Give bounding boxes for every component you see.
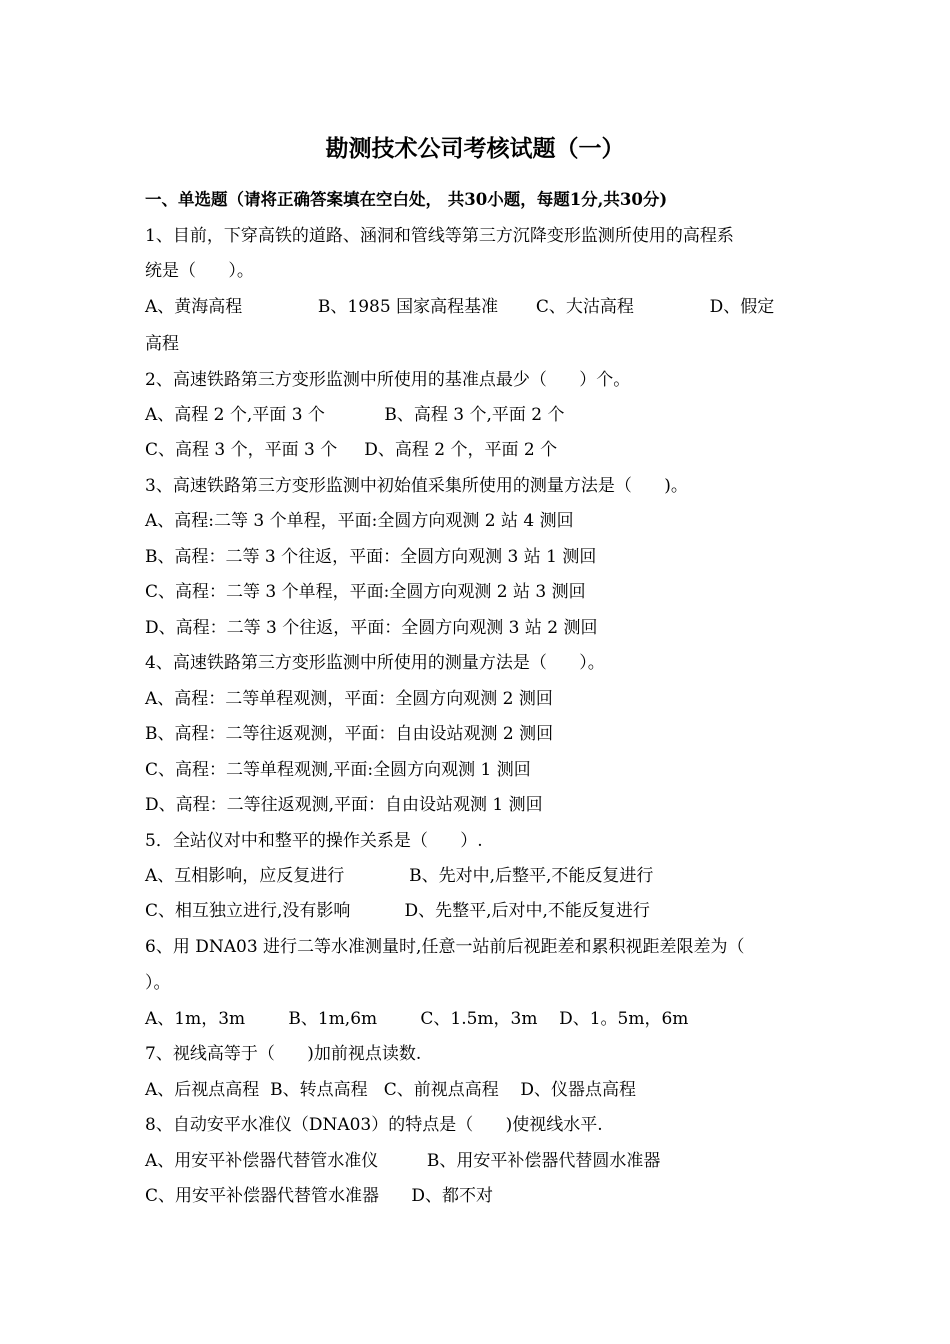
question-7-options: A、后视点高程 B、转点高程 C、前视点高程 D、仪器点高程	[145, 1080, 637, 1100]
question-1-text: 1、目前，下穿高铁的道路、涵洞和管线等第三方沉降变形监测所使用的高程系	[145, 226, 734, 246]
question-3-option-d: D、高程：二等 3 个往返，平面：全圆方向观测 3 站 2 测回	[145, 618, 598, 638]
question-3-text: 3、高速铁路第三方变形监测中初始值采集所使用的测量方法是（ )。	[145, 476, 688, 496]
question-3-option-c: C、高程：二等 3 个单程，平面:全圆方向观测 2 站 3 测回	[145, 582, 586, 602]
question-4-option-b: B、高程：二等往返观测，平面：自由设站观测 2 测回	[145, 724, 554, 744]
question-2-text: 2、高速铁路第三方变形监测中所使用的基准点最少（ ）个。	[145, 370, 631, 390]
section-header: 一、单选题（请将正确答案填在空白处， 共30小题，每题1分,共30分)	[145, 190, 668, 209]
question-1-text-cont: 统是（ ）。	[145, 261, 254, 281]
question-8-text: 8、自动安平水准仪（DNA03）的特点是（ )使视线水平.	[145, 1115, 603, 1135]
question-6-text-cont: ）。	[145, 973, 171, 993]
question-4-option-d: D、高程：二等往返观测,平面：自由设站观测 1 测回	[145, 795, 543, 815]
question-3-option-b: B、高程：二等 3 个往返，平面：全圆方向观测 3 站 1 测回	[145, 547, 597, 567]
question-1-options: A、黄海高程 B、1985 国家高程基准 C、大沽高程 D、假定	[145, 297, 775, 317]
question-1-options-cont: 高程	[145, 334, 179, 354]
question-8-options-ab: A、用安平补偿器代替管水准仪 B、用安平补偿器代替圆水准器	[145, 1151, 661, 1171]
question-2-options-ab: A、高程 2 个,平面 3 个 B、高程 3 个,平面 2 个	[145, 405, 565, 425]
question-5-options-ab: A、互相影响，应反复进行 B、先对中,后整平,不能反复进行	[145, 866, 654, 886]
question-6-options: A、1m，3m B、1m,6m C、1.5m，3m D、1。5m，6m	[145, 1009, 689, 1029]
question-5-options-cd: C、相互独立进行,没有影响 D、先整平,后对中,不能反复进行	[145, 901, 650, 921]
question-2-options-cd: C、高程 3 个，平面 3 个 D、高程 2 个，平面 2 个	[145, 440, 558, 460]
question-6-text: 6、用 DNA03 进行二等水准测量时,任意一站前后视距差和累积视距差限差为（	[145, 937, 745, 957]
question-4-text: 4、高速铁路第三方变形监测中所使用的测量方法是（ ）。	[145, 653, 605, 673]
question-7-text: 7、视线高等于（ )加前视点读数.	[145, 1044, 422, 1064]
question-8-options-cd: C、用安平补偿器代替管水准器 D、都不对	[145, 1186, 494, 1206]
question-4-option-c: C、高程：二等单程观测,平面:全圆方向观测 1 测回	[145, 760, 531, 780]
page-title: 勘测技术公司考核试题（一）	[325, 135, 625, 162]
question-3-option-a: A、高程:二等 3 个单程，平面:全圆方向观测 2 站 4 测回	[145, 511, 574, 531]
question-5-text: 5．全站仪对中和整平的操作关系是（ ）.	[145, 831, 483, 851]
question-4-option-a: A、高程：二等单程观测，平面：全圆方向观测 2 测回	[145, 689, 553, 709]
